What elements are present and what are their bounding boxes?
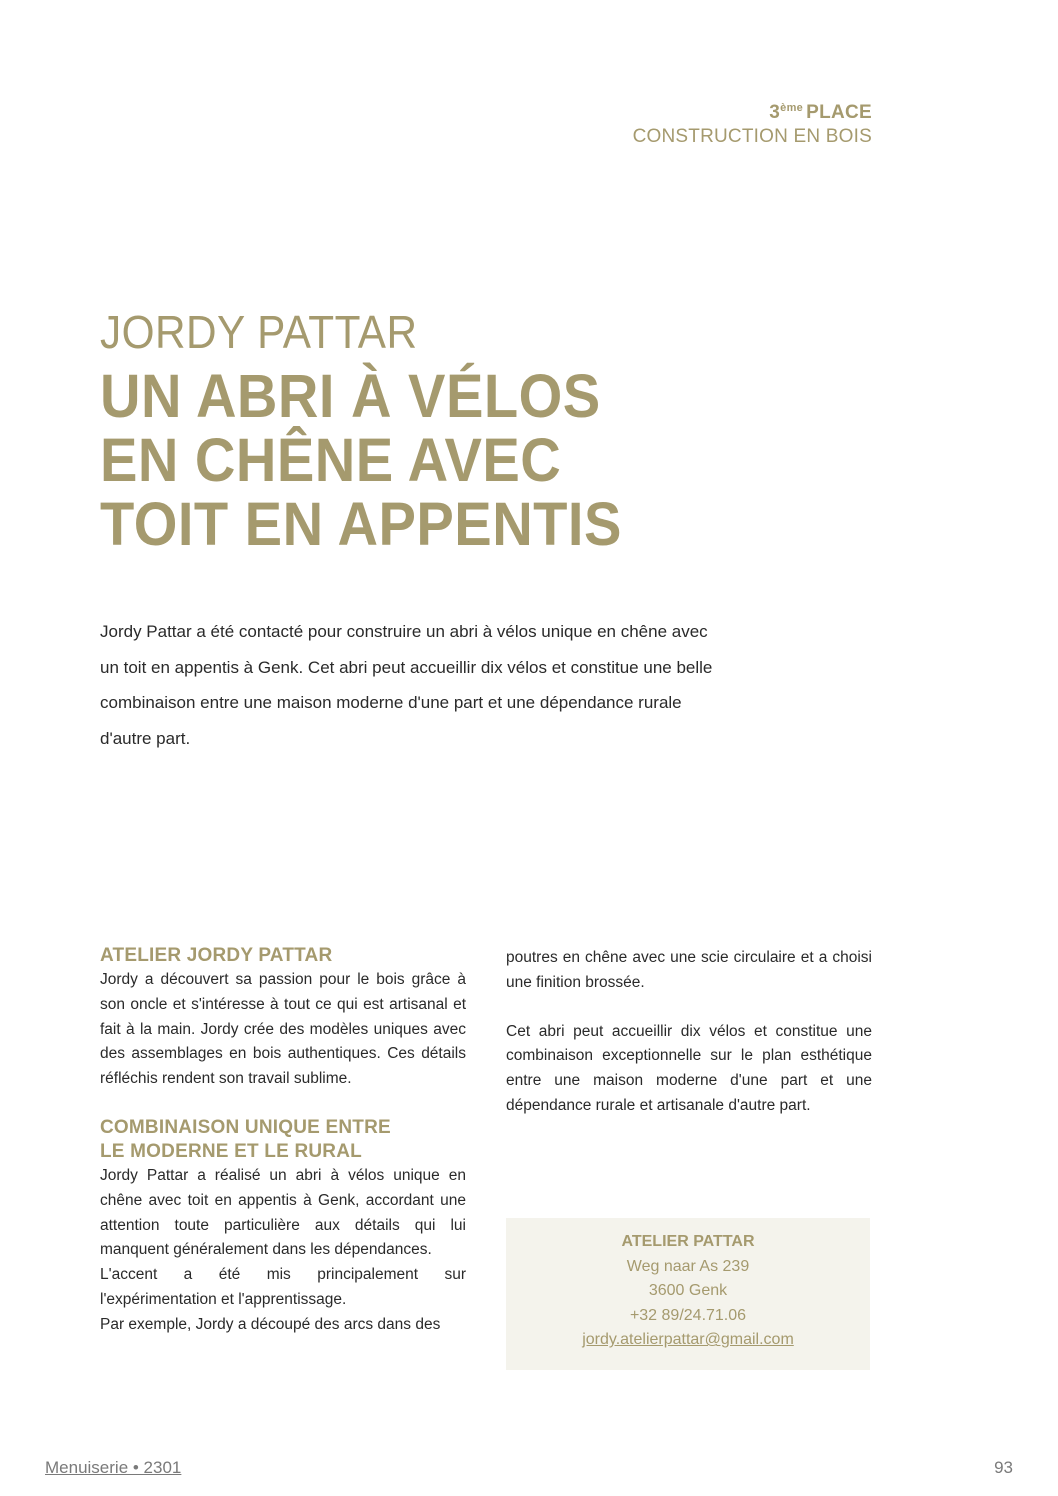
article-author: JORDY PATTAR <box>100 306 418 358</box>
contact-box <box>506 1218 870 1370</box>
right-column <box>506 946 872 1119</box>
column-paragraph: poutres en chêne avec une scie circulaire et a choisi une finition brossée. <box>506 949 872 991</box>
section-paragraph: Jordy Pattar a réalisé un abri à vélos unique en chêne avec toit en appentis à Genk, accordant une attention toute particulière aux détails qui lui manquent généralement dans les dépendances. <box>100 1166 466 1259</box>
section-paragraph: Jordy a découvert sa passion pour le bois grâce à son oncle et s'intéresse à tout ce qui est artisanal et fait à la main. Jordy crée des modèles uniques avec des assemblages en bois authentiques. Ces détails réfléchis rendent son travail sublime. <box>100 971 466 1088</box>
section-heading-atelier: ATELIER JORDY PATTAR <box>100 945 333 966</box>
contact-phone: +32 89/24.71.06 <box>629 1306 747 1324</box>
rank-number: 3 <box>769 102 781 123</box>
left-column <box>100 944 466 1338</box>
award-rank <box>633 96 872 149</box>
rank-suffix: ème <box>780 102 804 114</box>
section-paragraph: L'accent a été mis principalement sur l'expérimentation et l'apprentissage. <box>100 1266 466 1308</box>
publication-name: Menuiserie • 2301 <box>45 1458 182 1477</box>
contact-name: ATELIER PATTAR <box>621 1233 755 1250</box>
page-number: 93 <box>994 1458 1013 1477</box>
column-paragraph: Cet abri peut accueillir dix vélos et constitue une combinaison exceptionnelle sur le plan esthétique entre une maison moderne d'une part et une dépendance rurale et artisanale d'autre part. <box>506 1022 872 1114</box>
intro-paragraph: Jordy Pattar a été contacté pour construire un abri à vélos unique en chêne avec un toit en appentis à Genk. Cet abri peut accueillir dix vélos et constitue une belle combinaison entre une maison moderne d'une part et une dépendance rurale d'autre part. <box>100 622 713 748</box>
heading-line: LE MODERNE ET LE RURAL <box>100 1140 362 1162</box>
headline-line-3: TOIT EN APPENTIS <box>100 490 622 558</box>
headline-line-2: EN CHÊNE AVEC <box>100 426 562 494</box>
rank-place <box>633 96 872 125</box>
heading-line: COMBINAISON UNIQUE ENTRE <box>100 1116 391 1138</box>
section-paragraph: Par exemple, Jordy a découpé des arcs dans des <box>100 1315 441 1333</box>
award-category: CONSTRUCTION EN BOIS <box>632 126 872 147</box>
rank-word: PLACE <box>806 102 872 123</box>
headline-line-1: UN ABRI À VÉLOS <box>100 362 601 430</box>
contact-email-link[interactable]: jordy.atelierpattar@gmail.com <box>582 1331 794 1349</box>
section-heading-combinaison <box>100 1116 466 1164</box>
contact-street: Weg naar As 239 <box>626 1257 750 1275</box>
contact-city: 3600 Genk <box>648 1282 728 1300</box>
article-headline <box>100 364 622 556</box>
